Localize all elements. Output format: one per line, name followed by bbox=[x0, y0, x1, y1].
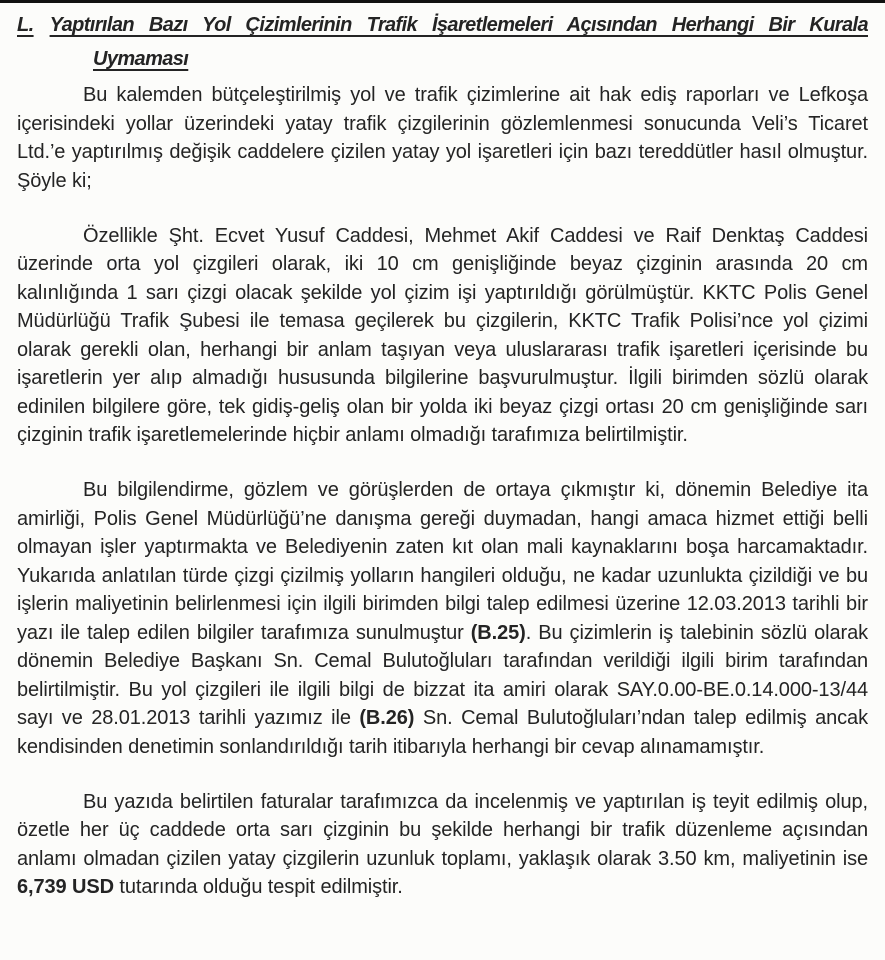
paragraph-text: Bu bilgilendirme, gözlem ve görüşlerden de ortaya çıkmıştır ki, dönemin Belediye ita amirliği, Polis Genel Müdürlüğü’ne danışma gereği duymadan, hangi amaca hizmet ettiği belli olmayan işler yaptırmakta ve Belediyenin zaten kıt olan mali kaynaklarını boşa harcamaktadır. Yukarıda anlatılan türde çizgi çizilmiş yolların hangileri olduğu, ne kadar uzunlukta çizildiği ve bu işlerin maliyetinin belirlenmesi için ilgili birimden bilgi talep edilmesi üzerine 12.03.2013 tarihli bir yazı ile talep edilen bilgiler tarafımıza sunulmuştur bbox=[17, 479, 868, 644]
paragraph-text: . Bu çizimlerin iş talebinin sözlü olarak dönemin Belediye Başkanı Sn. Cemal Bulutoğluları tarafından verildiği ilgili birim tarafından belirtilmiştir. Bu yol çizgileri ile ilgili bilgi de bizzat ita amiri olarak SAY.0.00-BE.0.14.000-13/44 sayı ve 28.01.2013 tarihli yazımız ile bbox=[17, 621, 868, 729]
paragraph bbox=[17, 788, 868, 902]
paragraph-text: tutarında olduğu tespit edilmiştir. bbox=[113, 876, 403, 898]
section-heading bbox=[17, 8, 868, 76]
paragraph-text: Bu kalemden bütçeleştirilmiş yol ve trafik çizimlerine ait hak ediş raporları ve Lefkoşa içerisindeki yollar üzerindeki yatay trafik çizgilerinin gözlemlenmesi sonucunda Veli’s Ticaret Ltd.’e yaptırılmış değişik caddelere çizilen yatay yol işaretleri için bazı tereddütler hasıl olmuştur. Şöyle ki; bbox=[17, 84, 868, 192]
paragraph bbox=[17, 81, 868, 195]
paragraph bbox=[17, 222, 868, 450]
document-body bbox=[17, 81, 868, 902]
paragraph-text: Bu yazıda belirtilen faturalar tarafımızca da incelenmiş ve yaptırılan iş teyit edilmiş olup, özetle her üç caddede orta sarı çizginin bu şekilde herhangi bir trafik düzenleme açısından anlamı olmadan çizilen yatay çizgilerin uzunluk toplamı, yaklaşık olarak 3.50 km, maliyetinin ise bbox=[17, 790, 868, 870]
bold-reference-text: 6,739 USD bbox=[17, 876, 114, 898]
paragraph bbox=[17, 476, 868, 761]
bold-reference-text: (B.25) bbox=[470, 621, 526, 644]
scan-artifact-top-edge bbox=[0, 0, 885, 3]
section-heading-label: L. bbox=[17, 14, 34, 36]
paragraph-text: Sn. Cemal Bulutoğluları’ndan talep edilmiş ancak kendisinden denetimin sonlandırıldığı tarih itibarıyla herhangi bir cevap alınamamıştır. bbox=[17, 707, 868, 758]
bold-reference-text: (B.26) bbox=[359, 707, 415, 729]
paragraph-text: Özellikle Şht. Ecvet Yusuf Caddesi, Mehmet Akif Caddesi ve Raif Denktaş Caddesi üzerinde orta yol çizgileri olarak, iki 10 cm genişliğinde beyaz çizginin arasında 20 cm kalınlığında 1 sarı çizgi olacak şekilde yol çizim işi yaptırıldığı görülmüştür. KKTC Polis Genel Müdürlüğü Trafik Şubesi ile temasa geçilerek bu çizgilerin, KKTC Trafik Polisi’nce yol çizimi olarak gerekli olan, herhangi bir anlam taşıyan veya uluslararası trafik işaretleri içerisinde bu işaretlerin yer alıp almadığı hususunda bilgilerine başvurulmuştur. İlgili birimden sözlü olarak edinilen bilgilere göre, tek gidiş-geliş olan bir yolda iki beyaz çizgi ortası 20 cm genişliğinde sarı çizginin trafik işaretlemelerinde hiçbir anlamı olmadığı tarafımıza belirtilmiştir. bbox=[17, 224, 868, 446]
section-heading-title: Yaptırılan Bazı Yol Çizimlerinin Trafik İşaretlemeleri Açısından Herhangi Bir Kurala Uymaması bbox=[49, 14, 868, 70]
